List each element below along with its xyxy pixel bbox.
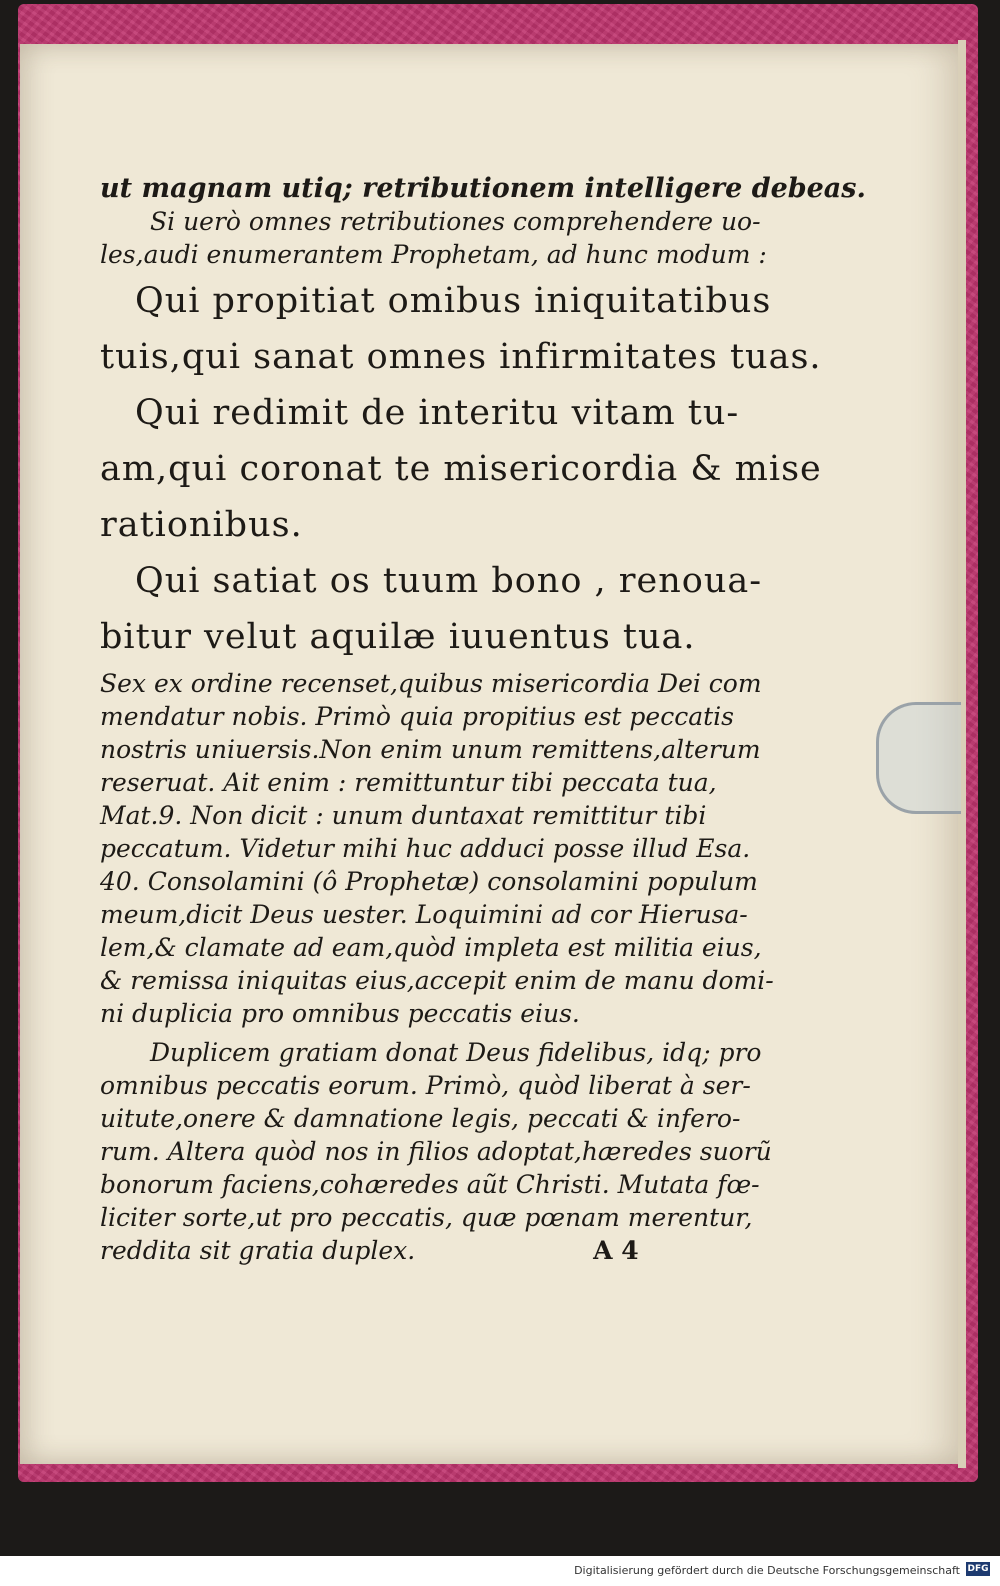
- page-text: [100, 172, 866, 1267]
- footer-bar: [0, 1556, 1000, 1586]
- text-line: Qui satiat os tuum bono , renoua-: [135, 561, 763, 601]
- book-cover: [18, 4, 978, 1482]
- text-line: tuis,qui sanat omnes infirmitates tuas.: [100, 337, 822, 377]
- text-line: rum. Altera quòd nos in filios adoptat,hæredes suorũ: [100, 1137, 772, 1166]
- text-line: ut magnam utiq; retributionem intelligere debeas.: [100, 173, 866, 204]
- text-line: bonorum faciens,cohæredes aũt Christi. Mutata fœ-: [100, 1170, 760, 1199]
- text-line: Sex ex ordine recenset,quibus misericordia Dei com: [100, 669, 762, 698]
- text-line: Duplicem gratiam donat Deus fidelibus, idq; pro: [150, 1038, 762, 1067]
- text-line: peccatum. Videtur mihi huc adduci posse illud Esa.: [100, 834, 751, 863]
- text-line: Qui propitiat omibus iniquitatibus: [135, 281, 772, 321]
- text-line: omnibus peccatis eorum. Primò, quòd liberat à ser-: [100, 1071, 751, 1100]
- page-clip: [876, 702, 961, 814]
- text-line: Si uerò omnes retributiones comprehendere uo-: [150, 207, 761, 236]
- signature-mark: A 4: [593, 1236, 639, 1265]
- text-line-last: reddita sit gratia duplex.: [100, 1236, 416, 1265]
- text-line: am,qui coronat te misericordia & mise: [100, 449, 822, 489]
- text-line: Mat.9. Non dicit : unum duntaxat remittitur tibi: [100, 801, 707, 830]
- text-line: rationibus.: [100, 505, 303, 545]
- text-line: lem,& clamate ad eam,quòd impleta est militia eius,: [100, 933, 762, 962]
- text-line: ni duplicia pro omnibus peccatis eius.: [100, 999, 580, 1028]
- dfg-logo: DFG: [967, 1564, 989, 1574]
- text-line: reseruat. Ait enim : remittuntur tibi peccata tua,: [100, 768, 717, 797]
- text-line: 40. Consolamini (ô Prophetæ) consolamini populum: [100, 867, 758, 896]
- text-line: mendatur nobis. Primò quia propitius est peccatis: [100, 702, 734, 731]
- text-line: bitur velut aquilæ iuuentus tua.: [100, 617, 696, 657]
- text-line: les,audi enumerantem Prophetam, ad hunc modum :: [100, 240, 767, 269]
- text-line: meum,dicit Deus uester. Loquimini ad cor Hierusa-: [100, 900, 748, 929]
- text-line: & remissa iniquitas eius,accepit enim de manu domi-: [100, 966, 774, 995]
- text-line: Qui redimit de interitu vitam tu-: [135, 393, 740, 433]
- text-line: [100, 1234, 750, 1267]
- text-line: nostris uniuersis.Non enim unum remittens,alterum: [100, 735, 761, 764]
- funding-credit: Digitalisierung gefördert durch die Deutsche Forschungsgemeinschaft: [574, 1564, 960, 1577]
- book-page: [20, 44, 958, 1464]
- text-line: liciter sorte,ut pro peccatis, quæ pœnam merentur,: [100, 1203, 753, 1232]
- text-line: uitute,onere & damnatione legis, peccati & infero-: [100, 1104, 741, 1133]
